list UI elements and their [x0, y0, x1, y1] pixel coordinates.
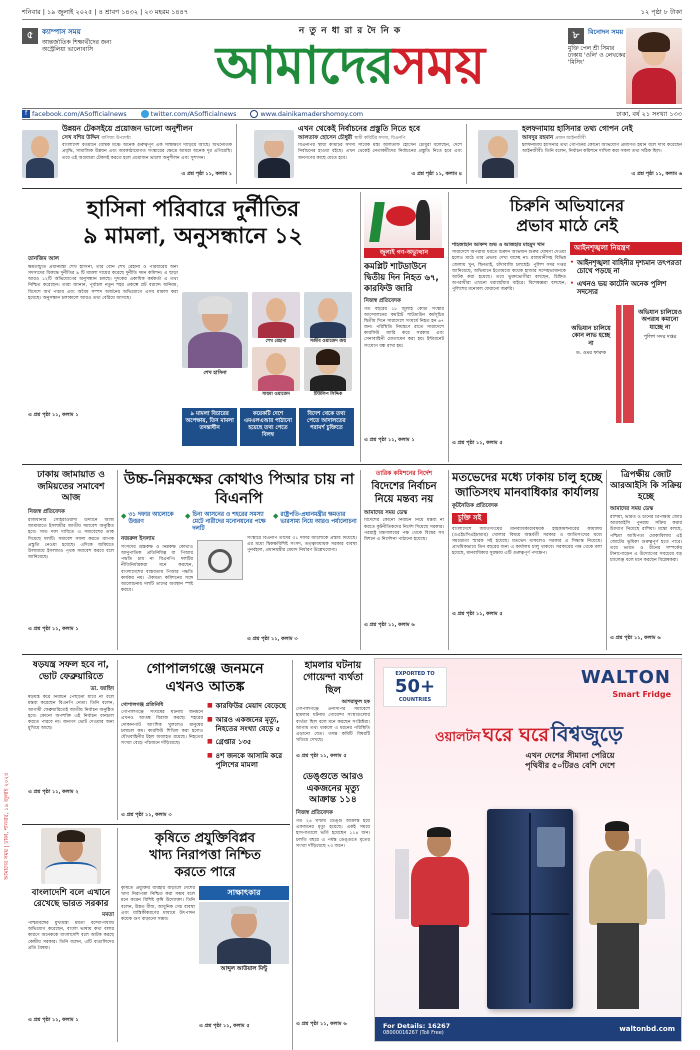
exported-badge — [383, 667, 447, 707]
right-teaser-text: মুক্তি পেল শ্রী সিমার ঢাকায় 'ওলি' ও লেখকের 'মিসিং' — [568, 46, 626, 67]
slogan-part2: ঘরে ঘরে — [482, 724, 549, 746]
mamata-headline: বাংলাদেশি বলে এখানে রেখেছে ভারত সরকার — [31, 888, 111, 910]
stat-box-3: বিদেশ থেকে তথ্য পেতে আদালতের পরামর্শ চুক্তিতে — [299, 408, 354, 446]
gopalganj-b2: আরও একজনের মৃত্যু, নিহতের সংখ্যা বেড়ে ৫ — [215, 715, 281, 733]
ad-sub2: পৃথিবীর ৫০টিরও বেশি দেশে — [525, 761, 615, 770]
top-col-2-photo — [254, 130, 294, 178]
quote-2-by: পুলিশ সদর দপ্তর — [643, 334, 677, 341]
election-abroad-cont[interactable]: এ প্রশ্ন পৃষ্ঠা ১১, কলাম ৬ — [364, 622, 415, 629]
top-col-3-photo — [478, 130, 518, 178]
dengue-story[interactable] — [296, 772, 370, 1042]
ad-sub1: এখন দেশের সীমানা পেরিয়ে — [525, 751, 615, 760]
tripartite-text: রাশিয়া, ভারত ও চীনের ত্রিপক্ষীয় জোট আরআইসি পুনরায় সক্রিয় করার উদ্যোগ নিয়েছে রাশিয়া। মস্কো বলছে, পশ্চিমা আধিপত্য মোকাবিলায় এই জোটের ভূমিকা গুরুত্বপূর্ণ হতে পারে। তবে ভারত ও চীনের সম্পর্কের টানাপোড়েন এ উদ্যোগের সবচেয়ে বড় চ্যালেঞ্জ বলে মনে করছেন বিশ্লেষকরা। — [610, 515, 682, 564]
twitter-icon — [141, 110, 149, 118]
caption-joy: সজীব ওয়াজেদ জয় — [309, 339, 347, 344]
right-teaser[interactable] — [568, 28, 682, 106]
pr-cont[interactable]: এ প্রশ্ন পৃষ্ঠা ১১, কলাম ৩ — [247, 636, 298, 642]
top-column-3[interactable] — [472, 124, 682, 186]
conspiracy-text: ষড়যন্ত্র করে নির্বাচন পেছানো যাবে না বলে মন্তব্য করেছেন বিএনপি নেতা। তিনি বলেন, আগামী ফেব্রুয়ারিতেই জাতীয় নির্বাচন অনুষ্ঠিত হবে। কোনো অপশক্তি এই নির্বাচন বানচাল করতে পারবে না। জনগণ ভোট দেওয়ার জন্য মুখিয়ে আছে। — [28, 695, 114, 732]
left-teaser-text: আন্তর্জাতিক শিক্ষার্থীদের জন্য অস্ট্রেলিয়া ভালোবাসি — [42, 38, 112, 54]
conspiracy-story[interactable] — [28, 660, 114, 820]
jamaat-byline: নিজস্ব প্রতিবেদক — [28, 509, 65, 516]
side-strip-text: আমাদের সময় | ঢাকা, শনিবার, ১৯ জুলাই ২০২৫ — [4, 772, 10, 880]
quote-1: অভিযান চালিয়ে কোন লাভ হচ্ছে না — [571, 324, 611, 347]
exported-count: 50+ — [394, 676, 436, 698]
actress-photo — [626, 28, 682, 104]
chiruni-text: সারাদেশে অপরাধী ধরতে চিরুনি অভিযান শুরুর ঘোষণা দেওয়া হলেও মাঠে তার প্রভাব দেখা যাচ্ছে না। রাজধানীসহ বিভিন্ন জেলায় খুন, ছিনতাই, চাঁদাবাজি চলছেই। পুলিশ সদর দপ্তর জানিয়েছে, অভিযানে ইতোমধ্যে কয়েক হাজার সন্দেহভাজনকে আটক করা হয়েছে। তবে ভুক্তভোগীরা বলছেন, চিহ্নিত অপরাধীরা এখনো ধরাছোঁয়ার বাইরে। বিশেষজ্ঞরা বলছেন, পুলিশের মনোবল ফেরানো জরুরি। — [452, 250, 566, 293]
ad-website[interactable]: waltonbd.com — [619, 1024, 675, 1033]
side-strip — [2, 760, 16, 880]
top-col-2-cont[interactable]: এ প্রশ্ন পৃষ্ঠা ১১, কলাম ৪ — [411, 171, 462, 178]
twitter-link[interactable]: twitter.com/ASofficialnews — [150, 109, 237, 118]
photo-rehana — [252, 292, 300, 338]
ad-slogan — [375, 721, 682, 748]
july-graphic — [364, 196, 442, 248]
right-teaser-title: বিনোদন সময় — [588, 28, 624, 36]
slogan-part1: ওয়ালটন — [435, 730, 481, 745]
masthead — [150, 26, 550, 106]
gopalganj-headline-line2: এখনও আতঙ্ক — [165, 679, 245, 695]
lead-byline: তানজিম আল — [28, 256, 59, 262]
logo-part2: সময় — [393, 35, 485, 97]
walton-ad[interactable] — [374, 658, 682, 1042]
pr-bullet-3: রাষ্ট্রপতি-প্রধানমন্ত্রীর ক্ষমতার ভারসাম্য নিয়ে আরও পর্যালোচনা — [280, 512, 357, 526]
lead-text: ক্ষমতাচ্যুত প্রধানমন্ত্রী শেখ হাসিনা, তার বোন শেখ রেহানা ও পরিবারের অন্য সদস্যদের বিরুদ্ধে দুর্নীতির ৯ টি মামলা দায়ের করেছে দুর্নীতি দমন কমিশন। এ ছাড়া আরও ১২টি অভিযোগের অনুসন্ধান চলছে। দুদকের একাধিক কর্মকর্তা এ তথ্য নিশ্চিত করেছেন। তারা জানান, পূর্বাচল নতুন শহর প্রকল্পে প্লট বরাদ্দে অনিয়ম, বিদেশে অর্থ পাচার এবং অবৈধ সম্পদ অর্জনের অভিযোগে এসব মামলা করা হয়েছে। অনুসন্ধান চলাকালে আরও তথ্য বেরিয়ে আসছে। — [28, 264, 178, 301]
tripartite-byline: আমাদের সময় ডেস্ক — [610, 506, 654, 513]
july-byline: নিজস্ব প্রতিবেদক — [364, 297, 401, 304]
pr-text-2: সংস্কারে বিএনপি তাদের ৩১ দফার আলোকে প্রস্তাব দিয়েছে। এর মধ্যে দ্বিকক্ষবিশিষ্ট সংসদ, তত্ত্বাবধায়ক সরকার ব্যবস্থা পুনর্বহাল, প্রধানমন্ত্রীর মেয়াদ নির্ধারণ উল্লেখযোগ্য। — [247, 536, 357, 554]
top-column-2[interactable] — [242, 124, 462, 186]
quote-2: অভিযান চালিয়েও অপরাধ কমানো যাচ্ছে না — [638, 308, 682, 331]
election-abroad-byline: আমাদের সময় ডেস্ক — [364, 509, 408, 516]
walton-brand: WALTON — [580, 667, 671, 688]
lead-cont[interactable]: এ প্রশ্ন পৃষ্ঠা ১১, কলাম ১ — [28, 412, 79, 418]
agri-cont[interactable]: এ প্রশ্ন পৃষ্ঠা ১১, কলাম ৫ — [199, 1022, 250, 1029]
dengue-cont[interactable]: এ প্রশ্ন পৃষ্ঠা ১১, কলাম ৬ — [296, 1020, 347, 1027]
pr-headline: উচ্চ-নিম্নকক্ষের কোথাও পিআর চায় না বিএনপি — [123, 470, 355, 507]
pages-price: ১২ পৃষ্ঠা ৮ টাকা — [640, 8, 682, 16]
pr-graphic — [197, 540, 243, 580]
edition-info: ঢাকা, বর্ষ ২১ সংখ্যা ১৩৩ — [616, 109, 682, 118]
un-office-headline: মতভেদের মধ্যে ঢাকায় চালু হচ্ছে জাতিসংঘ মানবাধিকার কার্যালয় — [452, 470, 602, 499]
model-man-right — [581, 823, 653, 1009]
pr-byline: নজরুল ইসলাম — [121, 536, 155, 542]
top-col-2-headline: এখন থেকেই নির্বাচনের প্রস্তুতি নিতে হবে — [298, 124, 421, 133]
lead-headline-line1: হাসিনা পরিবারে দুর্নীতির — [86, 196, 300, 222]
interviewee-photo — [199, 902, 289, 964]
un-office-badge: চুক্তি সই — [452, 513, 487, 524]
jamaat-headline: ঢাকায় জামায়াত ও জমিয়তের সমাবেশ আজ — [37, 470, 105, 504]
gopalganj-b1: কারফিউর মেয়াদ বেড়েছে — [215, 702, 286, 710]
exported-countries: COUNTRIES — [398, 697, 432, 704]
bullet-icon: ■ — [207, 702, 213, 709]
agri-headline-line3: করতে পারে — [174, 865, 236, 880]
social-bar — [22, 108, 682, 120]
left-teaser[interactable] — [22, 28, 132, 100]
facebook-icon: f — [22, 110, 30, 118]
lead-body — [28, 256, 178, 406]
logo-part1: আমাদের — [215, 35, 394, 97]
bullet-icon: ◆ — [273, 512, 279, 520]
gopalganj-b4: ৪শ জনকে আসামি করে পুলিশের মামলা — [215, 752, 283, 769]
agri-headline-line2: খাদ্য নিরাপত্তা নিশ্চিত — [149, 848, 261, 863]
comb-graphic — [616, 305, 634, 423]
july-column[interactable] — [364, 196, 444, 456]
intel-text: গোপালগঞ্জে এনসিপির সমাবেশে হামলার ঘটনায় গোয়েন্দা সংস্থাগুলোর ব্যর্থতা ছিল বলে মনে করছেন সংশ্লিষ্টরা। আগাম তথ্য থাকলে এ ধরনের পরিস্থিতি এড়ানো যেত। তদন্ত কমিটি বিষয়টি খতিয়ে দেখছে। — [296, 707, 370, 744]
chiruni-cont[interactable]: এ প্রশ্ন পৃষ্ঠা ১১, কলাম ৫ — [452, 440, 503, 447]
un-office-story[interactable] — [452, 470, 602, 650]
ad-footer — [375, 1017, 682, 1041]
caption-saima: সায়মা ওয়াজেদ — [262, 392, 290, 397]
tagline: ন তু ন ধা রা র দৈ নি ক — [298, 26, 402, 36]
agri-story[interactable] — [121, 830, 289, 1042]
conspiracy-headline: ষড়যন্ত্র সফল হবে না, ভোট ফেব্রুয়ারিতে — [32, 660, 110, 682]
stat-box-1: ৯ মামলা বিচারের অপেক্ষায়, তিন মামলা তদন্তাধীন — [182, 408, 237, 446]
caption-rehana: শেখ রেহানা — [265, 339, 287, 344]
intel-byline: আশরাফুল হক — [341, 699, 370, 706]
top-column-1[interactable] — [22, 124, 232, 186]
caption-tulip: টিউলিপ সিদ্দিক — [313, 392, 343, 397]
election-abroad-text: বিদেশের কোনো নির্বাচন নিয়ে মন্তব্য না করতে কূটনীতিকদের নির্দেশ দিয়েছে সরকার। পররাষ্ট্র মন্ত্রণালয়ের পক্ষ থেকে বিশ্বের সব মিশনে এ নির্দেশনা পাঠানো হয়েছে। — [364, 518, 444, 542]
pr-story[interactable] — [121, 470, 357, 650]
lead-stat-boxes — [182, 408, 354, 446]
ad-details: For Details: 16267 — [383, 1021, 451, 1030]
bullet-icon: ■ — [207, 752, 213, 759]
intel-cont[interactable]: এ প্রশ্ন পৃষ্ঠা ১১, কলাম ৫ — [296, 753, 347, 760]
gopalganj-byline: গোপালগঞ্জ প্রতিনিধি — [121, 702, 164, 708]
lead-headline[interactable] — [28, 196, 358, 250]
chiruni-headline-line2: প্রভাব মাঠে নেই — [516, 216, 618, 235]
right-teaser-page: ৮ — [568, 28, 584, 44]
mamata-cont[interactable]: এ প্রশ্ন পৃষ্ঠা ১১, কলাম ১ — [28, 1016, 79, 1023]
tripartite-headline: ত্রিপক্ষীয় জোট আরআইসি কি সক্রিয় হচ্ছে — [610, 470, 682, 503]
gopalganj-cont[interactable]: এ প্রশ্ন পৃষ্ঠা ১১, কলাম ৩ — [121, 812, 172, 819]
un-office-cont[interactable]: এ প্রশ্ন পৃষ্ঠা ১১, কলাম ৫ — [452, 610, 503, 617]
top-col-3-text: হলফনামায় হাসিনার তথ্য গোপনের কোনো অভিযোগ প্রমাণিত হয়নি বলে দাবি করেছেন আইনজীবী। তিনি বলেন, নির্বাচন কমিশনে দাখিল করা সকল তথ্য সঠিক ছিল। — [522, 143, 682, 155]
top-col-1-text: বাংলাদেশ বর্তমানে বৈশ্বিক মঞ্চে অনেক গুরুত্বপূর্ণ এক সন্ধিক্ষণে দাঁড়িয়ে আছে। অর্থনৈতিক প্রবৃদ্ধি, সামাজিক উন্নয়ন এবং অবকাঠামোগত সংস্কারের ক্ষেত্রে আমরা অনেক দূর এগিয়েছি। তবে এই অগ্রযাত্রা টেকসই করতে হলে প্রয়োজন ভালো অনুশীলন এবং সুশাসন। — [62, 143, 232, 161]
slogan-part3: বিশ্বজুড়ে — [551, 721, 623, 746]
mamata-photo — [41, 828, 101, 884]
lead-headline-line2: ৯ মামলা, অনুসন্ধানে ১২ — [83, 223, 303, 249]
july-headline: কমপ্লিট শাটডাউনে দ্বিতীয় দিন নিহত ৬৭, কারফিউ জারি — [364, 261, 439, 294]
top-col-3-cont[interactable]: এ প্রশ্ন পৃষ্ঠা ১১, কলাম ৬ — [631, 171, 682, 178]
gopalganj-text: গোপালগঞ্জে সংঘর্ষের ঘটনায় জনমনে এখনও আতঙ্ক বিরাজ করছে। শহরের দোকানপাট আংশিক খুললেও মানুষের চলাচল কম। কারফিউ শিথিল করা হলেও যৌথবাহিনীর টহল অব্যাহত রয়েছে। নিহতের সংখ্যা বেড়ে পাঁচজনে দাঁড়িয়েছে। — [121, 710, 203, 747]
agri-headline-line1: কৃষিতে প্রযুক্তিবিপ্লব — [154, 831, 256, 846]
facebook-link[interactable]: facebook.com/ASofficialnews — [32, 109, 127, 118]
left-teaser-page: ৫ — [22, 28, 38, 44]
bullet-icon: • — [570, 279, 574, 287]
interviewee-name: আব্দুল আউয়াল মিন্টু — [220, 966, 268, 972]
top-col-2-text: বিএনপির স্থায়ী কমিটির সদস্য সাবেক মন্ত্রী আলতাফ হোসেন চৌধুরী বলেছেন, দেশে নির্বাচনের হাওয়া বইছে। এখন থেকেই নেতাকর্মীদের নির্বাচনের প্রস্তুতি নিতে হবে এবং জনগণের কাছে যেতে হবে। — [298, 143, 462, 161]
intel-story[interactable] — [296, 660, 370, 770]
photo-sheikh-hasina — [182, 292, 248, 368]
chiruni-byline: শাহজাহান আকন্দ শুভ ও আজহার মাহমুদ খান — [452, 242, 545, 248]
pr-bullet-1: ৩১ দফার আলোকে উত্তরণ — [128, 512, 174, 526]
law-header: আইনশৃঙ্খলা নিয়ন্ত্রণ — [570, 242, 682, 255]
agri-text: কৃষিতে প্রযুক্তির ব্যবহার বাড়ালে দেশের খাদ্য নিরাপত্তা নিশ্চিত করা সম্ভব বলে মনে করেন বিশিষ্ট কৃষি উদ্যোক্তা। তিনি বলেন, উন্নত বীজ, আধুনিক সেচ ব্যবস্থা এবং যান্ত্রিকীকরণের মাধ্যমে উৎপাদন কয়েক গুণ বাড়ানো সম্ভব। — [121, 886, 195, 922]
jamaat-cont[interactable]: এ প্রশ্ন পৃষ্ঠা ১১, কলাম ১ — [28, 625, 79, 632]
photo-joy — [304, 292, 352, 338]
stat-box-2: কয়েকটি দেশে এমএলএআর পাঠানো হয়েছে তথ্য পেতে বিলম্ব — [240, 408, 295, 446]
gopalganj-b3: গ্রেপ্তার ১৩৫ — [215, 738, 252, 747]
caption-hasina: শেখ হাসিনা — [203, 370, 227, 376]
mamata-text: পশ্চিমবঙ্গের মুখ্যমন্ত্রী মমতা বন্দ্যোপাধ্যায় অভিযোগ করেছেন, বাংলা ভাষায় কথা বলার কারণে অনেককে বাংলাদেশি বলে আটক করছে কেন্দ্রীয় সরকার। তিনি বলেন, এটি বাঙালিদের প্রতি বৈষম্য। — [28, 920, 114, 951]
bullet-icon: ■ — [207, 738, 213, 746]
july-badge: জুলাই গণ-অভ্যুত্থান — [364, 248, 444, 258]
jamaat-text: রাজধানীর সোহরাওয়ার্দী উদ্যানে আজ জামায়াতে ইসলামীর জাতীয় সমাবেশ অনুষ্ঠিত হবে। সাত দফা দাবিতে এ সমাবেশের ডাক দিয়েছে দলটি। সমাবেশ সফল করতে ব্যাপক প্রস্তুতি নেওয়া হয়েছে। এদিকে জমিয়তে উলামায়ে ইসলামও পৃথক সমাবেশ করবে বলে জানিয়েছে। — [28, 517, 114, 561]
ad-tollfree: 08000016267 (Toll Free) — [383, 1029, 444, 1036]
photo-tulip — [304, 347, 352, 391]
top-col-3-headline: হলফনামায় হাসিনার তথ্য গোপন নেই — [522, 124, 633, 133]
pr-bullet-2: চিনা আসনের ও শহরের সমস্যা মেটে নারীদের মনোনয়নের পক্ষে দলটি — [192, 512, 266, 533]
top-col-1-byline: সেখ বশির উদ্দিন — [62, 135, 100, 142]
election-abroad-kicker: তারিক কমিশনের নির্দেশ — [375, 470, 433, 477]
top-col-1-cont[interactable]: এ প্রশ্ন পৃষ্ঠা ১১, কলাম ১ — [181, 171, 232, 178]
dengue-byline: নিজস্ব প্রতিবেদক — [296, 810, 333, 817]
exported-label: EXPORTED TO — [395, 671, 435, 677]
walton-product: Smart Fridge — [612, 689, 671, 699]
fridge-image — [487, 809, 573, 1009]
model-man-left — [405, 829, 475, 1009]
gopalganj-story[interactable] — [121, 660, 289, 820]
conspiracy-byline: ডা. জাহিদ — [90, 686, 114, 693]
un-office-text: বাংলাদেশে জাতিসংঘের মানবাধিকারবিষয়ক হাইকমিশনারের কার্যালয় (ওএইচসিএইচআর) খোলার বিষয়ে অন্তর্বর্তী সরকার ও জাতিসংঘের মধ্যে সমঝোতা স্মারক সই হয়েছে। মতভেদ থাকলেও সরকার এ সিদ্ধান্ত নিয়েছে। প্রাথমিকভাবে তিন বছরের জন্য এ কার্যালয় চালু থাকবে। সরকারের পক্ষ থেকে বলা হয়েছে, মানবাধিকার সুরক্ষায় এটি গুরুত্বপূর্ণ পদক্ষেপ। — [452, 526, 602, 557]
bullet-icon: ■ — [207, 715, 213, 723]
top-col-3-role: প্রধান আইনজীবী — [555, 136, 586, 142]
bullet-icon: ◆ — [185, 512, 191, 520]
election-abroad-story[interactable] — [364, 470, 444, 650]
dengue-text: গত ২৪ ঘণ্টায় ডেঙ্গু আক্রান্ত হয়ে একজনের মৃত্যু হয়েছে। একই সময়ে হাসপাতালে ভর্তি হয়েছেন ১১৪ জন। চলতি বছরে এ পর্যন্ত ডেঙ্গুতে মৃতের সংখ্যা দাঁড়িয়েছে ৭৩ জনে। — [296, 818, 370, 849]
interview-badge: সাক্ষাৎকার — [199, 886, 289, 900]
globe-icon — [250, 110, 258, 118]
top-col-2-role: স্থায়ী কমিটির সদস্য, বিএনপি — [354, 136, 406, 142]
top-col-1-headline: উন্নয়ন টেকসইয়ে প্রয়োজন ভালো অনুশীলন — [62, 124, 193, 133]
top-col-2-byline: আলতাফ হোসেন চৌধুরী — [298, 135, 353, 142]
tripartite-cont[interactable]: এ প্রশ্ন পৃষ্ঠা ১১, কলাম ৬ — [610, 635, 661, 642]
quote-1-by: ড. ওমর ফারুক — [575, 350, 607, 357]
chiruni-headline-line1: চিরুনি অভিযানের — [509, 196, 625, 215]
website-link[interactable]: www.dainikamadershomoy.com — [260, 109, 364, 118]
logo — [150, 37, 550, 95]
law-bullet-1: আইনশৃঙ্খলা বাহিনীর দৃশ্যমান তৎপরতা চোখে পড়ছে না — [576, 258, 682, 276]
bullet-icon: • — [570, 258, 574, 266]
date-line: শনিবার | ১৯ জুলাই ২০২৫ | ৪ শ্রাবণ ১৪৩২ | ২৩ মহরম ১৪৪৭ — [22, 8, 189, 16]
un-office-byline: কূটনৈতিক প্রতিবেদক — [452, 503, 498, 509]
law-bullet-2: এখনও ভয় কাটেনি অনেক পুলিশ সদস্যের — [576, 279, 667, 297]
mamata-byline: মমতা — [102, 912, 114, 919]
tripartite-story[interactable] — [610, 470, 682, 650]
lead-photos — [182, 292, 354, 400]
date-bar — [22, 8, 682, 20]
top-col-1-role: বাণিজ্য উপদেষ্টা — [101, 136, 131, 142]
top-col-1-photo — [22, 130, 58, 178]
intel-headline: হামলার ঘটনায় গোয়েন্দা ব্যর্থতা ছিল — [302, 660, 363, 696]
dengue-headline: ডেঙ্গুতে আরও একজনের মৃত্যু আক্রান্ত ১১৪ — [302, 772, 364, 806]
pr-text: সংসদের উচ্চকক্ষ ও নিম্নকক্ষ কোথাও আনুপাতিক প্রতিনিধিত্ব বা পিআর পদ্ধতি চায় না বিএনপি। দলটির নীতিনির্ধারকরা মনে করছেন, বাংলাদেশের বাস্তবতায় পিআর পদ্ধতি কার্যকর নয়। ঐকমত্য কমিশনের সঙ্গে আলোচনায় দলটি তাদের অবস্থান স্পষ্ট করবে। — [121, 544, 193, 594]
july-text: গত বছরের ১৮ জুলাই কোটা সংস্কার আন্দোলনের কমপ্লিট শাটডাউন কর্মসূচির দ্বিতীয় দিনে সারাদেশে সংঘর্ষে নিহত হন ৬৭ জন। পরিস্থিতি নিয়ন্ত্রণে রাতে সারাদেশে কারফিউ জারি করে সরকার এবং সেনাবাহিনী মোতায়েন করা হয়। ইন্টারনেট সংযোগ বন্ধ রাখা হয়। — [364, 306, 444, 349]
jamaat-story[interactable] — [28, 470, 114, 656]
photo-saima — [252, 347, 300, 391]
conspiracy-cont[interactable]: এ প্রশ্ন পৃষ্ঠা ১১, কলাম ২ — [28, 789, 79, 796]
left-teaser-title: ক্যাম্পাস সময় — [42, 28, 81, 36]
mamata-story[interactable] — [28, 828, 114, 1042]
chiruni-story[interactable] — [452, 196, 682, 458]
bullet-icon: ◆ — [121, 512, 127, 520]
gopalganj-headline-line1: গোপালগঞ্জে জনমনে — [146, 661, 264, 677]
top-col-3-byline: আবদুর রহমান — [522, 135, 554, 142]
election-abroad-headline: বিদেশের নির্বাচন নিয়ে মন্তব্য নয় — [371, 480, 437, 505]
july-cont[interactable]: এ প্রশ্ন পৃষ্ঠা ১১, কলাম ১ — [364, 436, 415, 443]
